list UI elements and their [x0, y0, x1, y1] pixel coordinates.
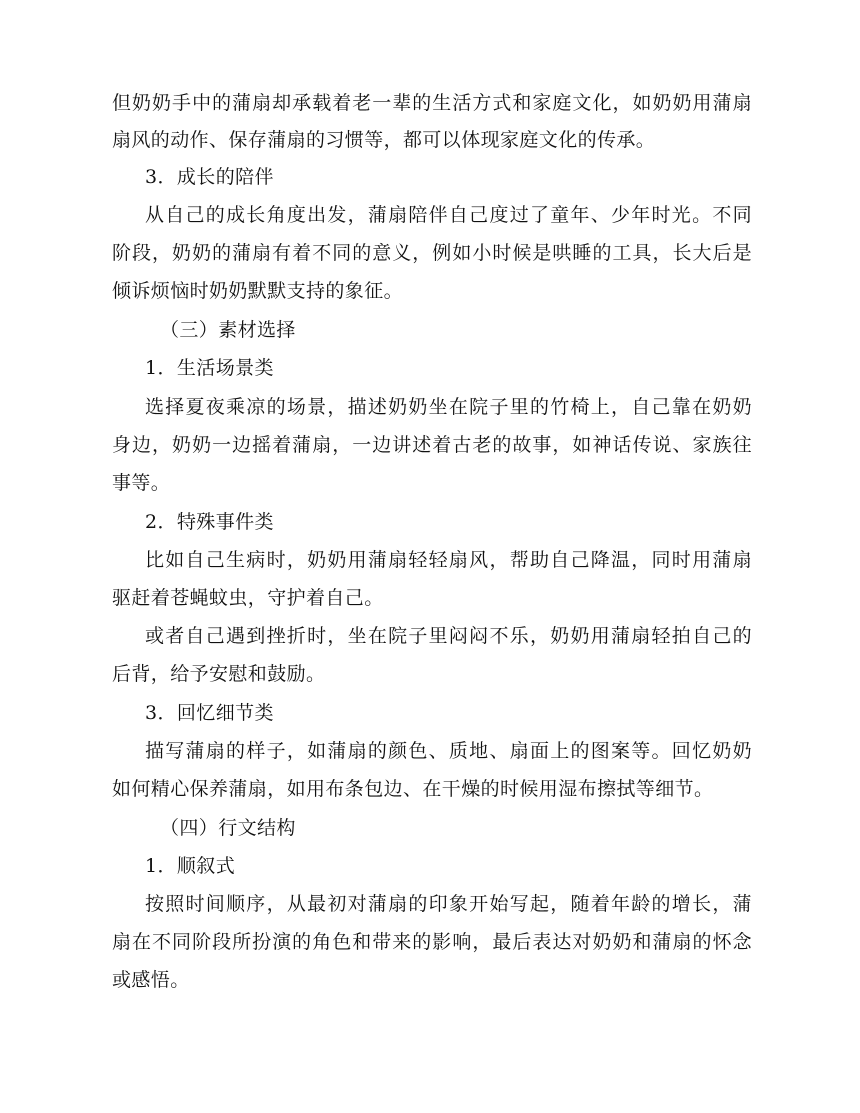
paragraph-line: 扇风的动作、保存蒲扇的习惯等，都可以体现家庭文化的传承。: [112, 129, 656, 151]
paragraph-line: 按照时间顺序，从最初对蒲扇的印象开始写起，随着年龄的增长，蒲: [145, 893, 752, 915]
section-heading: （三）素材选择: [160, 319, 296, 341]
subheading: 1．顺叙式: [145, 855, 236, 877]
paragraph-line: 驱赶着苍蝇蚊虫，守护着自己。: [112, 587, 384, 609]
paragraph-line: 但奶奶手中的蒲扇却承载着老一辈的生活方式和家庭文化，如奶奶用蒲扇: [112, 92, 752, 114]
paragraph-line: 比如自己生病时，奶奶用蒲扇轻轻扇风，帮助自己降温，同时用蒲扇: [145, 549, 752, 571]
paragraph-line: 选择夏夜乘凉的场景，描述奶奶坐在院子里的竹椅上，自己靠在奶奶: [145, 396, 752, 418]
paragraph-line: 如何精心保养蒲扇，如用布条包边、在干燥的时候用湿布擦拭等细节。: [112, 778, 714, 800]
subheading: 3．回忆细节类: [145, 702, 274, 724]
paragraph-line: 描写蒲扇的样子，如蒲扇的颜色、质地、扇面上的图案等。回忆奶奶: [145, 740, 752, 762]
paragraph-line: 阶段，奶奶的蒲扇有着不同的意义，例如小时候是哄睡的工具，长大后是: [112, 242, 752, 264]
paragraph-line: 事等。: [112, 472, 171, 494]
paragraph-line: 或者自己遇到挫折时，坐在院子里闷闷不乐，奶奶用蒲扇轻拍自己的: [145, 625, 752, 647]
paragraph-line: 后背，给予安慰和鼓励。: [112, 663, 326, 685]
paragraph-line: 从自己的成长角度出发，蒲扇陪伴自己度过了童年、少年时光。不同: [145, 204, 752, 226]
paragraph-line: 倾诉烦恼时奶奶默默支持的象征。: [112, 280, 404, 302]
subheading: 3．成长的陪伴: [145, 166, 274, 188]
subheading: 1．生活场景类: [145, 357, 274, 379]
paragraph-line: 或感悟。: [112, 969, 190, 991]
subheading: 2．特殊事件类: [145, 511, 274, 533]
paragraph-line: 扇在不同阶段所扮演的角色和带来的影响，最后表达对奶奶和蒲扇的怀念: [112, 931, 752, 953]
section-heading: （四）行文结构: [160, 817, 296, 839]
paragraph-line: 身边，奶奶一边摇着蒲扇，一边讲述着古老的故事，如神话传说、家族往: [112, 434, 752, 456]
